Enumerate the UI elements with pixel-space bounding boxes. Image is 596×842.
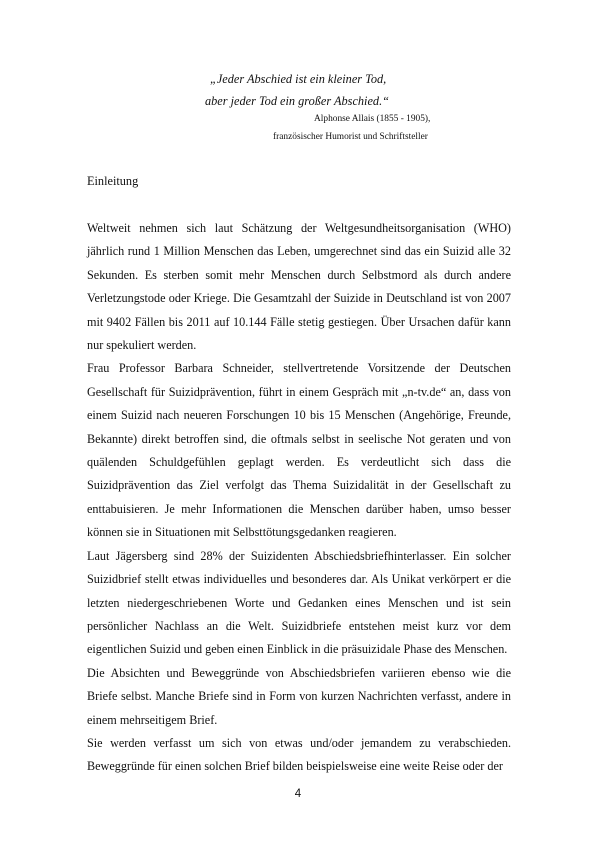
body-text-block-2 — [87, 732, 511, 779]
paragraph-1: Weltweit nehmen sich laut Schätzung der Weltgesundheitsorganisation (WHO) jährlich rund 1 Million Menschen das Leben, umgerechnet sind das ein Suizid alle 32 Sekunden. Es sterben somit mehr Menschen durch Selbstmord als durch andere Verletzungstode oder Kriege. Die Gesamtzahl der Suizide in Deutschland ist von 2007 mit 9402 Fällen bis 2011 auf 10.144 Fälle stetig gestiegen. Über Ursachen dafür kann nur spekuliert werden. — [87, 221, 511, 353]
epigraph-author-description: französischer Humorist und Schriftsteller — [273, 132, 428, 142]
paragraph-3: Laut Jägersberg sind 28% der Suizidenten Abschiedsbriefhinterlasser. Ein solcher Suizidbrief stellt etwas individuelles und besonderes dar. Als Unikat verkörpert er die letzten niedergeschriebenen Worte und Gedanken eines Menschen und ist sein persönlicher Nachlass an die Welt. Suizidbriefe entstehen meist kurz vor dem eigentlichen Suizid und geben einen Einblick in die präsuizidale Phase des Menschen. — [87, 548, 511, 657]
body-text-block-1 — [87, 217, 511, 732]
paragraph-5: Sie werden verfasst um sich von etwas und/oder jemandem zu verabschieden. Beweggründe für einen solchen Brief bilden beispielsweise eine weite Reise oder der — [87, 736, 511, 774]
paragraph-2: Frau Professor Barbara Schneider, stellvertretende Vorsitzende der Deutschen Gesellschaft für Suizidprävention, führt in einem Gespräch mit „n-tv.de“ an, dass von einem Suizid nach neueren Forschungen 10 bis 15 Menschen (Angehörige, Freunde, Bekannte) direkt betroffen sind, die oftmals selbst in seelische Not geraten und von quälenden Schuldgefühlen geplagt werden. Es verdeutlicht sich dass die Suizidprävention das Ziel verfolgt das Thema Suizidalität in der Gesellschaft zu enttabuisieren. Je mehr Informationen die Menschen darüber haben, umso besser können sie in Situationen mit Selbsttötungsgedanken reagieren. — [87, 361, 511, 540]
page-number: 4 — [294, 788, 302, 800]
epigraph-author: Alphonse Allais (1855 - 1905), — [314, 114, 431, 124]
epigraph-line-2: aber jeder Tod ein großer Abschied.“ — [205, 94, 389, 108]
section-heading: Einleitung — [87, 174, 139, 188]
epigraph-line-1: „Jeder Abschied ist ein kleiner Tod, — [210, 72, 387, 86]
paragraph-4: Die Absichten und Beweggründe von Abschiedsbriefen variieren ebenso wie die Briefe selbst. Manche Briefe sind in Form von kurzen Nachrichten verfasst, andere in einem mehrseitigem Brief. — [87, 665, 511, 727]
